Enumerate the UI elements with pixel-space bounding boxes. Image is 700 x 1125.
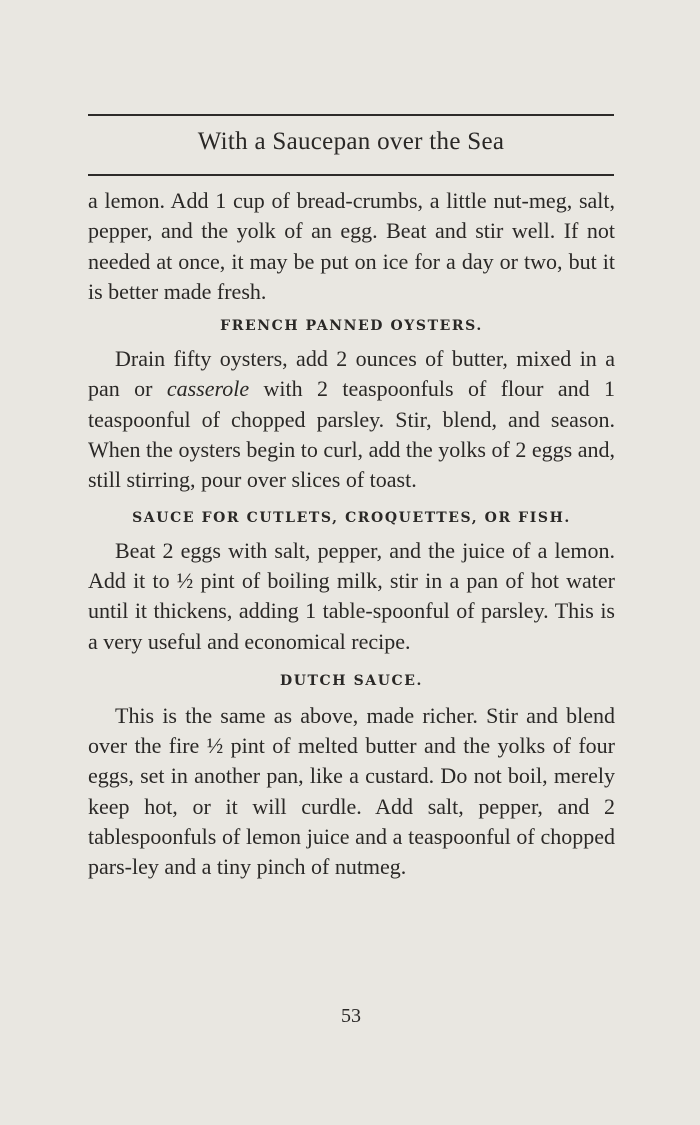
recipe-text-sauce-for-cutlets: Beat 2 eggs with salt, pepper, and the juice of a lemon. Add it to ½ pint of boiling milk, stir in a pan of hot water until it thickens, adding 1 table-spoonful of parsley. This is a very useful and economical recipe. (88, 537, 615, 654)
recipe-text-french-panned-oysters (88, 344, 615, 495)
body-text (88, 186, 615, 883)
recipe-title-dutch-sauce: DUTCH SAUCE. (279, 672, 424, 689)
header-rule-bottom (88, 174, 614, 176)
recipe-text-italic: casserole (166, 376, 250, 402)
recipe-text-part: Drain fifty oysters, add 2 ounces of butter, mixed in a pan or (88, 346, 615, 402)
header-rule-top (88, 114, 614, 116)
running-head: With a Saucepan over the Sea (197, 128, 505, 155)
recipe-title-french-panned-oysters: FRENCH PANNED OYSTERS. (220, 318, 483, 335)
continuation-paragraph: a lemon. Add 1 cup of bread-crumbs, a little nut-meg, salt, pepper, and the yolk of an egg. Beat and stir well. If not needed at once, it may be put on ice for a day or two, but it is better made fresh. (88, 188, 615, 304)
recipe-title-sauce-for-cutlets: SAUCE FOR CUTLETS, CROQUETTES, OR FISH. (132, 509, 571, 526)
recipe-text-part: with 2 teaspoonfuls of flour and 1 teaspoonful of chopped parsley. Stir, blend, and season. When the oysters begin to curl, add the yolks of 2 eggs and, still stirring, pour over slices of toast. (88, 376, 615, 493)
recipe-text-dutch-sauce: This is the same as above, made richer. Stir and blend over the fire ½ pint of melted butter and the yolks of four eggs, set in another pan, like a custard. Do not boil, merely keep hot, or it will curdle. Add salt, pepper, and 2 tablespoonfuls of lemon juice and a teaspoonful of chopped pars-ley and a tiny pinch of nutmeg. (88, 702, 615, 880)
page-number: 53 (341, 1005, 361, 1027)
